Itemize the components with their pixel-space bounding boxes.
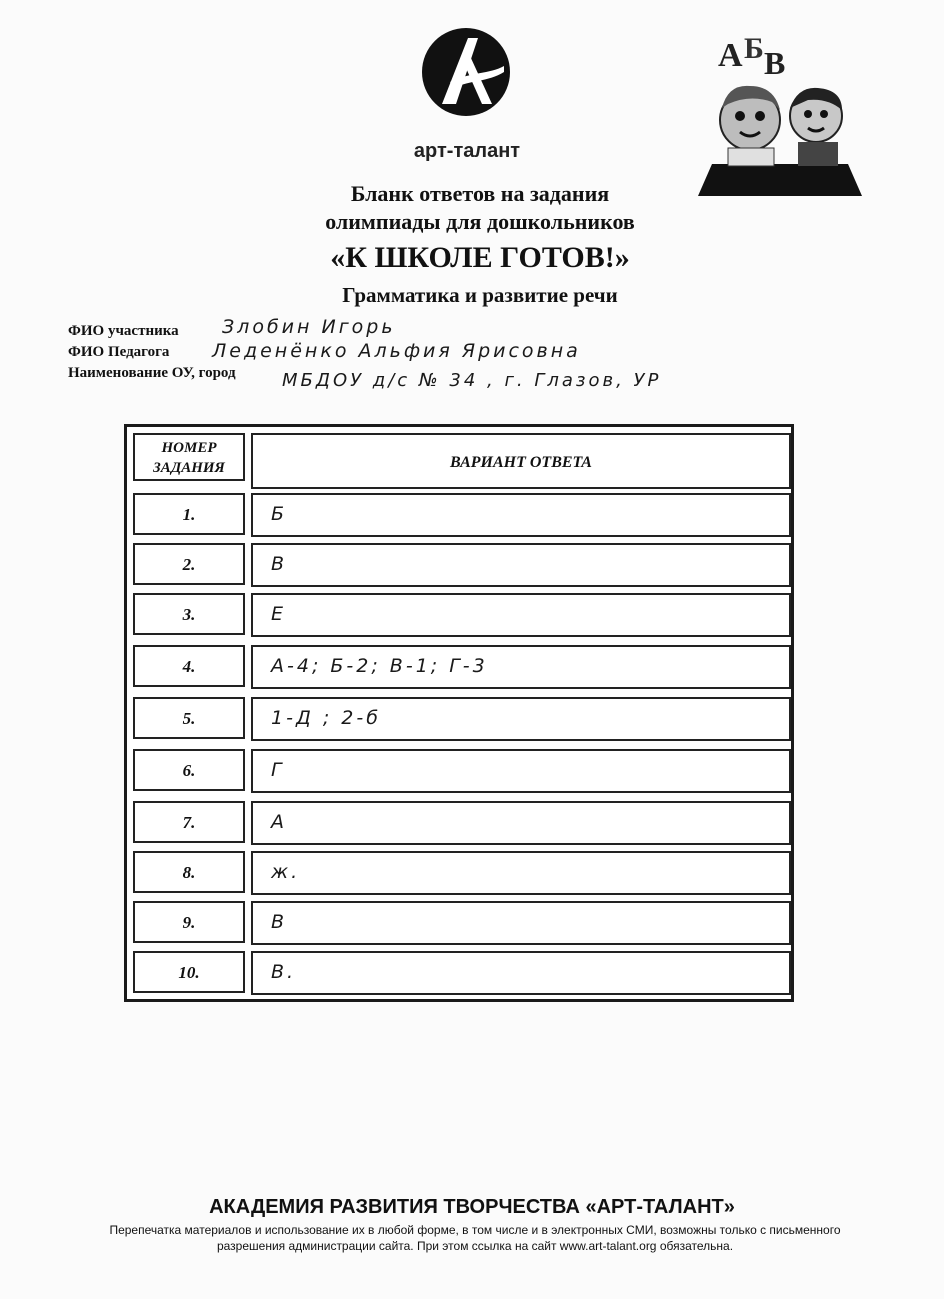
olympiad-title: «К ШКОЛЕ ГОТОВ!» bbox=[330, 241, 630, 274]
answer-value: А bbox=[271, 811, 287, 833]
svg-text:А: А bbox=[718, 37, 743, 74]
answer-cell bbox=[251, 593, 791, 637]
task-number: 2. bbox=[133, 543, 245, 585]
school-label: Наименование ОУ, город bbox=[68, 365, 236, 381]
answer-cell bbox=[251, 851, 791, 895]
answers-table bbox=[124, 424, 794, 1002]
answer-value: А-4; Б-2; В-1; Г-3 bbox=[271, 655, 488, 677]
footer-note: Перепечатка материалов и использование их в любой форме, в том числе и в электронных СМИ, возможны только с письменного разрешения администрации сайта. При этом ссылка на сайт www.art-talant.org обязательна. bbox=[109, 1223, 841, 1253]
teacher-label: ФИО Педагога bbox=[68, 344, 170, 360]
school-value: МБДОУ д/с № 34 , г. Глазов, УР bbox=[282, 370, 662, 391]
task-number: 8. bbox=[133, 851, 245, 893]
answer-value: В bbox=[271, 553, 288, 575]
art-talant-logo-icon bbox=[420, 26, 512, 118]
title-line-2: олимпиады для дошкольников bbox=[325, 209, 635, 234]
answer-value: В bbox=[271, 911, 288, 933]
answer-cell bbox=[251, 801, 791, 845]
svg-text:В: В bbox=[764, 45, 786, 81]
task-number: 4. bbox=[133, 645, 245, 687]
answer-cell bbox=[251, 697, 791, 741]
answer-value: Б bbox=[271, 503, 288, 525]
answer-column-header: ВАРИАНТ ОТВЕТА bbox=[251, 433, 791, 489]
answer-value: ж. bbox=[271, 861, 301, 883]
task-number: 5. bbox=[133, 697, 245, 739]
participant-label: ФИО участника bbox=[68, 323, 179, 339]
children-with-letters-illustration bbox=[698, 24, 862, 196]
header-titles bbox=[220, 180, 740, 310]
answer-cell bbox=[251, 749, 791, 793]
task-number: 10. bbox=[133, 951, 245, 993]
task-number: 1. bbox=[133, 493, 245, 535]
title-line-1: Бланк ответов на задания bbox=[350, 181, 610, 206]
number-column-header: НОМЕР ЗАДАНИЯ bbox=[133, 433, 245, 481]
answer-value: Е bbox=[271, 603, 287, 625]
participant-value: Злобин Игорь bbox=[222, 316, 396, 338]
task-number: 9. bbox=[133, 901, 245, 943]
answer-value: В. bbox=[271, 961, 297, 983]
answer-value: Г bbox=[271, 759, 285, 781]
footer-title: АКАДЕМИЯ РАЗВИТИЯ ТВОРЧЕСТВА «АРТ-ТАЛАНТ» bbox=[209, 1196, 735, 1218]
answer-cell bbox=[251, 493, 791, 537]
teacher-value: Леденёнко Альфия Ярисовна bbox=[212, 340, 581, 362]
svg-text:Б: Б bbox=[744, 32, 764, 65]
brand-name: арт-талант bbox=[413, 140, 521, 162]
subject-subtitle: Грамматика и развитие речи bbox=[342, 283, 618, 307]
answer-value: 1-Д ; 2-б bbox=[271, 707, 381, 729]
task-number: 3. bbox=[133, 593, 245, 635]
answer-cell bbox=[251, 901, 791, 945]
task-number: 7. bbox=[133, 801, 245, 843]
answer-cell bbox=[251, 645, 791, 689]
task-number: 6. bbox=[133, 749, 245, 791]
answer-cell bbox=[251, 951, 791, 995]
answer-cell bbox=[251, 543, 791, 587]
